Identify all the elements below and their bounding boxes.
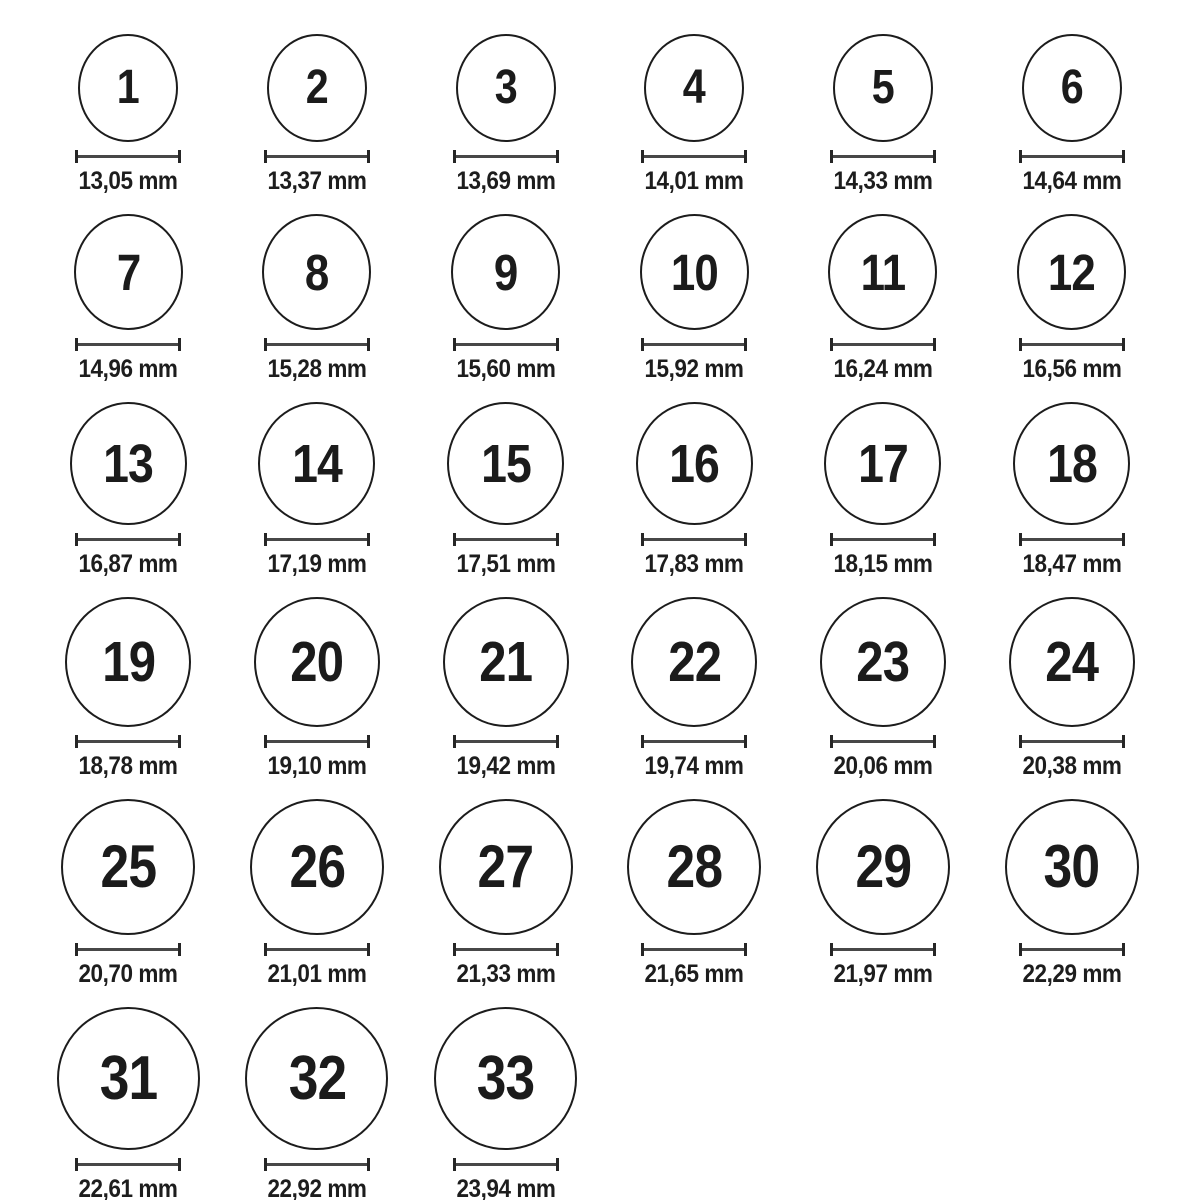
ring-size-number: 21	[479, 629, 533, 694]
diameter-measure-line	[264, 735, 370, 748]
measure-bar	[456, 343, 556, 346]
diameter-label-text: 22,92 mm	[267, 1174, 367, 1200]
ring-circle	[640, 214, 749, 330]
ring-circle	[61, 799, 195, 935]
ring-circle	[65, 597, 191, 727]
ring-circle	[1009, 597, 1135, 727]
measure-bar	[456, 948, 556, 951]
ring-size-item	[600, 214, 789, 384]
diameter-label-text: 14,96 mm	[78, 354, 178, 383]
ring-circle	[70, 402, 187, 525]
ring-size-item	[789, 214, 978, 384]
diameter-measure-line	[264, 338, 370, 351]
ring-circle	[434, 1007, 577, 1150]
diameter-label	[828, 355, 938, 384]
diameter-label-text: 14,33 mm	[833, 166, 933, 195]
diameter-measure-line	[1019, 533, 1125, 546]
ring-size-item	[977, 214, 1166, 384]
diameter-label-text: 21,01 mm	[267, 959, 367, 988]
diameter-label	[1017, 960, 1127, 989]
ring-circle	[78, 34, 178, 142]
ring-size-number: 1	[117, 61, 140, 114]
measure-bar	[1022, 343, 1122, 346]
ring-size-number: 11	[860, 243, 906, 301]
ring-size-number: 13	[103, 433, 154, 494]
ring-size-number: 30	[1043, 833, 1100, 900]
measure-bar	[78, 740, 178, 743]
ring-size-item	[600, 34, 789, 196]
measure-bar	[644, 155, 744, 158]
ring-circle	[451, 214, 560, 330]
measure-bar	[267, 343, 367, 346]
diameter-measure-line	[641, 943, 747, 956]
ring-circle	[74, 214, 183, 330]
ring-circle	[1017, 214, 1126, 330]
diameter-measure-line	[830, 943, 936, 956]
diameter-label-text: 14,01 mm	[644, 166, 744, 195]
measure-bar	[833, 343, 933, 346]
ring-size-item	[34, 214, 223, 384]
diameter-measure-line	[641, 533, 747, 546]
diameter-measure-line	[75, 533, 181, 546]
ring-size-item	[600, 799, 789, 989]
diameter-measure-line	[453, 338, 559, 351]
ring-size-number: 6	[1060, 61, 1083, 114]
ring-size-item	[223, 799, 412, 989]
measure-bar	[267, 740, 367, 743]
diameter-label	[639, 960, 749, 989]
ring-size-number: 5	[871, 61, 895, 114]
diameter-label-text: 22,61 mm	[78, 1174, 178, 1200]
diameter-label	[828, 960, 938, 989]
ring-size-item	[789, 34, 978, 196]
ring-circle	[447, 402, 564, 525]
diameter-measure-line	[264, 150, 370, 163]
diameter-label-text: 21,97 mm	[833, 959, 933, 988]
ring-circle	[245, 1007, 388, 1150]
ring-circle	[267, 34, 367, 142]
measure-bar	[267, 155, 367, 158]
diameter-measure-line	[830, 338, 936, 351]
measure-bar	[833, 538, 933, 541]
diameter-label-text: 15,28 mm	[267, 354, 367, 383]
diameter-label-text: 17,83 mm	[644, 549, 744, 578]
ring-size-item	[789, 402, 978, 579]
diameter-label-text: 19,42 mm	[456, 751, 556, 780]
measure-bar	[456, 1163, 556, 1166]
diameter-measure-line	[264, 1158, 370, 1171]
ring-size-item	[600, 597, 789, 781]
measure-bar	[1022, 538, 1122, 541]
measure-bar	[78, 343, 178, 346]
ring-size-item	[34, 1007, 223, 1200]
ring-circle	[627, 799, 761, 935]
diameter-label	[451, 752, 561, 781]
ring-size-number: 31	[99, 1043, 158, 1113]
diameter-measure-line	[641, 735, 747, 748]
diameter-measure-line	[1019, 735, 1125, 748]
diameter-label	[1017, 167, 1127, 196]
ring-circle	[828, 214, 937, 330]
diameter-label	[73, 752, 183, 781]
ring-size-number: 9	[493, 243, 518, 301]
diameter-label	[828, 167, 938, 196]
diameter-measure-line	[453, 735, 559, 748]
measure-bar	[78, 1163, 178, 1166]
diameter-label-text: 18,15 mm	[833, 549, 933, 578]
measure-bar	[644, 740, 744, 743]
measure-bar	[833, 948, 933, 951]
diameter-measure-line	[75, 150, 181, 163]
diameter-label	[73, 960, 183, 989]
diameter-measure-line	[1019, 338, 1125, 351]
measure-bar	[78, 948, 178, 951]
ring-circle	[1013, 402, 1130, 525]
measure-bar	[78, 155, 178, 158]
diameter-label-text: 20,70 mm	[78, 959, 178, 988]
ring-size-number: 18	[1046, 433, 1097, 494]
diameter-measure-line	[264, 533, 370, 546]
ring-size-number: 22	[667, 629, 721, 694]
measure-bar	[267, 948, 367, 951]
ring-size-item	[411, 34, 600, 196]
diameter-label	[828, 550, 938, 579]
ring-circle	[644, 34, 744, 142]
ring-size-number: 26	[289, 833, 345, 900]
measure-bar	[1022, 155, 1122, 158]
measure-bar	[456, 740, 556, 743]
diameter-label	[262, 1175, 372, 1200]
diameter-label	[73, 550, 183, 579]
measure-bar	[644, 343, 744, 346]
ring-size-number: 19	[101, 629, 155, 694]
diameter-label-text: 20,38 mm	[1022, 751, 1122, 780]
diameter-measure-line	[1019, 943, 1125, 956]
diameter-label	[73, 1175, 183, 1200]
measure-bar	[644, 538, 744, 541]
diameter-label-text: 17,19 mm	[267, 549, 367, 578]
ring-size-number: 16	[669, 433, 720, 494]
diameter-label-text: 15,60 mm	[456, 354, 556, 383]
diameter-label	[639, 752, 749, 781]
ring-circle	[258, 402, 375, 525]
diameter-label-text: 13,37 mm	[267, 166, 367, 195]
ring-size-number: 27	[477, 833, 534, 900]
ring-size-item	[411, 799, 600, 989]
ring-size-number: 10	[670, 243, 718, 301]
ring-size-item	[34, 402, 223, 579]
measure-bar	[644, 948, 744, 951]
diameter-label-text: 13,05 mm	[78, 166, 178, 195]
ring-size-item	[411, 1007, 600, 1200]
diameter-label	[262, 960, 372, 989]
measure-bar	[833, 740, 933, 743]
diameter-measure-line	[453, 533, 559, 546]
ring-size-number: 23	[856, 629, 910, 694]
diameter-measure-line	[453, 943, 559, 956]
ring-size-item	[789, 597, 978, 781]
diameter-label-text: 16,87 mm	[78, 549, 178, 578]
diameter-label-text: 14,64 mm	[1022, 166, 1122, 195]
ring-size-item	[223, 214, 412, 384]
ring-size-item	[223, 402, 412, 579]
ring-size-item	[977, 597, 1166, 781]
diameter-label-text: 15,92 mm	[644, 354, 744, 383]
ring-size-number: 4	[683, 61, 706, 114]
ring-circle	[833, 34, 933, 142]
ring-size-number: 3	[494, 61, 517, 114]
ring-circle	[631, 597, 757, 727]
diameter-label	[1017, 550, 1127, 579]
diameter-measure-line	[264, 943, 370, 956]
ring-size-number: 8	[305, 243, 329, 301]
diameter-label	[639, 550, 749, 579]
measure-bar	[1022, 740, 1122, 743]
ring-size-number: 25	[100, 833, 157, 900]
ring-size-item	[34, 34, 223, 196]
ring-circle	[254, 597, 380, 727]
ring-circle	[820, 597, 946, 727]
diameter-label	[451, 960, 561, 989]
ring-size-number: 14	[292, 433, 342, 494]
diameter-label	[639, 167, 749, 196]
ring-circle	[262, 214, 371, 330]
diameter-label	[828, 752, 938, 781]
diameter-label-text: 18,78 mm	[78, 751, 178, 780]
diameter-label	[262, 167, 372, 196]
diameter-measure-line	[641, 338, 747, 351]
ring-size-item	[411, 597, 600, 781]
diameter-label-text: 21,65 mm	[644, 959, 744, 988]
measure-bar	[267, 1163, 367, 1166]
diameter-label	[262, 752, 372, 781]
ring-circle	[456, 34, 556, 142]
diameter-measure-line	[453, 150, 559, 163]
diameter-measure-line	[1019, 150, 1125, 163]
measure-bar	[456, 538, 556, 541]
diameter-label-text: 23,94 mm	[456, 1174, 556, 1200]
ring-size-item	[977, 799, 1166, 989]
diameter-measure-line	[830, 735, 936, 748]
diameter-label	[262, 550, 372, 579]
ring-size-item	[223, 1007, 412, 1200]
diameter-measure-line	[75, 338, 181, 351]
ring-size-number: 15	[480, 433, 531, 494]
measure-bar	[833, 155, 933, 158]
diameter-label	[451, 167, 561, 196]
diameter-measure-line	[75, 943, 181, 956]
ring-circle	[443, 597, 569, 727]
ring-size-number: 33	[476, 1043, 535, 1113]
diameter-label-text: 18,47 mm	[1022, 549, 1122, 578]
diameter-label	[451, 550, 561, 579]
ring-size-item	[34, 597, 223, 781]
ring-size-item	[977, 402, 1166, 579]
diameter-label	[451, 355, 561, 384]
ring-size-item	[223, 597, 412, 781]
diameter-measure-line	[830, 150, 936, 163]
diameter-label	[1017, 355, 1127, 384]
diameter-measure-line	[75, 735, 181, 748]
ring-size-number: 17	[858, 433, 908, 494]
diameter-label-text: 21,33 mm	[456, 959, 556, 988]
diameter-measure-line	[641, 150, 747, 163]
ring-size-number: 32	[288, 1043, 346, 1113]
diameter-label-text: 19,10 mm	[267, 751, 367, 780]
ring-size-number: 24	[1045, 629, 1099, 694]
diameter-label	[1017, 752, 1127, 781]
ring-size-number: 12	[1048, 243, 1096, 301]
diameter-measure-line	[75, 1158, 181, 1171]
ring-circle	[439, 799, 573, 935]
measure-bar	[78, 538, 178, 541]
diameter-label-text: 16,24 mm	[833, 354, 933, 383]
diameter-label	[451, 1175, 561, 1200]
ring-circle	[57, 1007, 200, 1150]
diameter-label	[639, 355, 749, 384]
ring-circle	[824, 402, 941, 525]
diameter-label-text: 17,51 mm	[456, 549, 556, 578]
ring-size-item	[977, 34, 1166, 196]
ring-size-number: 20	[290, 629, 344, 694]
ring-circle	[636, 402, 753, 525]
diameter-measure-line	[453, 1158, 559, 1171]
ring-circle	[816, 799, 950, 935]
diameter-label	[73, 167, 183, 196]
ring-size-item	[223, 34, 412, 196]
diameter-label-text: 19,74 mm	[644, 751, 744, 780]
ring-circle	[1022, 34, 1122, 142]
ring-size-item	[411, 402, 600, 579]
ring-size-number: 29	[855, 833, 911, 900]
diameter-label-text: 16,56 mm	[1022, 354, 1122, 383]
ring-size-item	[34, 799, 223, 989]
ring-size-item	[411, 214, 600, 384]
ring-circle	[250, 799, 384, 935]
ring-size-item	[789, 799, 978, 989]
ring-size-number: 7	[116, 243, 141, 301]
measure-bar	[1022, 948, 1122, 951]
diameter-label	[73, 355, 183, 384]
ring-size-number: 28	[666, 833, 723, 900]
diameter-label-text: 20,06 mm	[833, 751, 933, 780]
ring-size-item	[600, 402, 789, 579]
diameter-label	[262, 355, 372, 384]
ring-size-number: 2	[305, 61, 329, 114]
ring-circle	[1005, 799, 1139, 935]
diameter-label-text: 22,29 mm	[1022, 959, 1122, 988]
measure-bar	[267, 538, 367, 541]
diameter-measure-line	[830, 533, 936, 546]
diameter-label-text: 13,69 mm	[456, 166, 556, 195]
measure-bar	[456, 155, 556, 158]
